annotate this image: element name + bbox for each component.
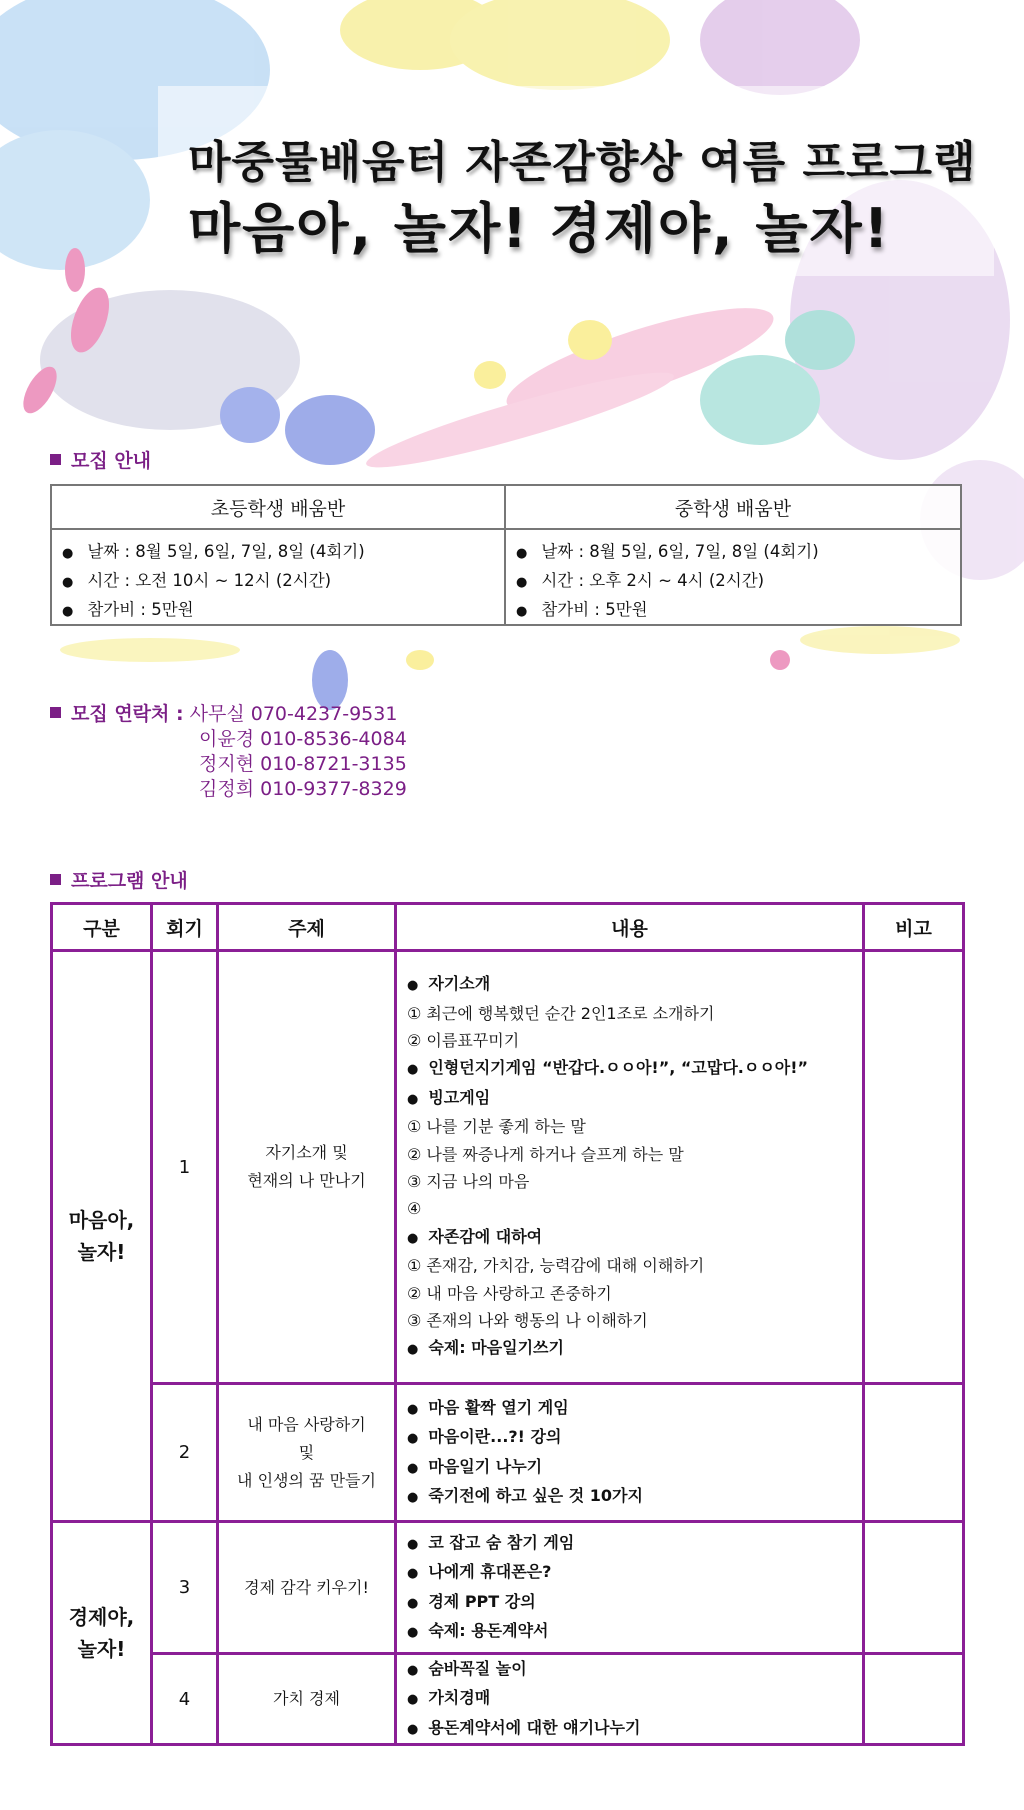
bullet-icon: ● [407, 1536, 419, 1552]
topic-line: 및 [298, 1442, 315, 1462]
session-content [396, 951, 864, 1384]
content-line [407, 1453, 852, 1482]
bullet-icon: ● [516, 546, 528, 561]
content-text: ② 내 마음 사랑하고 존중하기 [407, 1283, 612, 1303]
content-line [407, 1714, 852, 1743]
content-text: ③ 지금 나의 마음 [407, 1172, 530, 1191]
topic-line: 자기소개 및 [265, 1143, 348, 1162]
content-line [407, 1084, 852, 1113]
content-line [407, 1054, 852, 1083]
content-line [407, 1423, 852, 1452]
session-number: 1 [152, 951, 218, 1384]
content-text: 자존감에 대하여 [428, 1226, 543, 1246]
remarks-cell [864, 1384, 964, 1522]
recruit-header-middle: 중학생 배움반 [506, 486, 960, 530]
content-text: 숨바꼭질 놀이 [428, 1659, 527, 1678]
content-line [407, 1000, 852, 1027]
content-text: 자기소개 [428, 974, 491, 994]
table-row [52, 1654, 964, 1745]
session-number: 3 [152, 1522, 218, 1654]
recruit-line: ● 날짜 : 8월 5일, 6일, 7일, 8일 (4회기) [516, 542, 819, 561]
topic-line: 현재의 나 만나기 [247, 1171, 366, 1190]
title-banner [158, 86, 994, 276]
bullet-icon: ● [407, 1342, 419, 1358]
header-category: 구분 [52, 904, 152, 951]
recruit-body-elementary [52, 530, 506, 625]
remarks-cell [864, 1654, 964, 1745]
content-text: 마음 활짝 열기 게임 [428, 1397, 569, 1417]
table-row [52, 1384, 964, 1522]
category-label: 마음아, [68, 1208, 135, 1232]
content-text: ② 이름표꾸미기 [407, 1030, 520, 1050]
session-topic [218, 1522, 396, 1654]
bullet-icon: ● [407, 1663, 419, 1678]
bullet-icon: ● [62, 604, 74, 619]
bullet-icon: ● [407, 978, 419, 994]
session-number: 4 [152, 1654, 218, 1745]
bullet-icon: ● [516, 575, 528, 590]
content-line [407, 1482, 852, 1511]
topic-line: 가치 경제 [273, 1689, 340, 1709]
table-row [52, 1522, 964, 1654]
square-bullet-icon [50, 874, 61, 885]
content-text: ① 최근에 행복했던 순간 2인1조로 소개하기 [407, 1003, 715, 1023]
topic-line: 내 인생의 꿈 만들기 [237, 1470, 376, 1490]
content-text: ③ 존재의 나와 행동의 나 이해하기 [407, 1311, 648, 1331]
session-content [396, 1654, 864, 1745]
session-content [396, 1522, 864, 1654]
category-cell-mind [52, 951, 152, 1522]
content-line [407, 1113, 852, 1140]
contact-row [50, 702, 407, 727]
square-bullet-icon [50, 707, 61, 718]
session-number: 2 [152, 1384, 218, 1522]
recruit-heading [50, 446, 151, 473]
content-text: ② 나를 짜증나게 하거나 슬프게 하는 말 [407, 1144, 684, 1164]
content-text: 나에게 휴대폰은? [428, 1562, 552, 1582]
contact-entry: 사무실 070-4237-9531 [189, 703, 398, 725]
recruit-heading-text: 모집 안내 [71, 450, 152, 472]
content-line [407, 1684, 852, 1713]
recruit-line: ● 시간 : 오전 10시 ~ 12시 (2시간) [62, 571, 332, 590]
bullet-icon: ● [407, 1401, 419, 1417]
content-line [407, 1280, 852, 1307]
bullet-icon: ● [407, 1460, 419, 1476]
contact-entry: 김정희 010-9377-8329 [199, 778, 407, 800]
content-text: 마음이란...?! 강의 [428, 1427, 562, 1447]
session-topic [218, 951, 396, 1384]
recruit-line: ● 참가비 : 5만원 [62, 600, 194, 619]
remarks-cell [864, 951, 964, 1384]
content-text: 죽기전에 하고 싶은 것 10가지 [428, 1485, 643, 1505]
content-line [407, 1027, 852, 1054]
recruit-line: ● 참가비 : 5만원 [516, 600, 648, 619]
recruit-table [50, 484, 962, 626]
bullet-icon: ● [407, 1721, 419, 1737]
bullet-icon: ● [407, 1230, 419, 1246]
bullet-icon: ● [407, 1062, 419, 1078]
content-text: 숙제: 용돈계약서 [428, 1620, 549, 1640]
bullet-icon: ● [407, 1624, 419, 1640]
session-topic [218, 1384, 396, 1522]
program-heading-text: 프로그램 안내 [71, 870, 188, 892]
content-text: 숙제: 마음일기쓰기 [428, 1338, 564, 1358]
content-line [407, 1168, 852, 1195]
program-subtitle: 마중물배움터 자존감향상 여름 프로그램 [188, 137, 977, 188]
bullet-icon: ● [407, 1566, 419, 1582]
contact-entry: 정지현 010-8721-3135 [199, 753, 407, 775]
header-session: 회기 [152, 904, 218, 951]
content-line [407, 1307, 852, 1334]
content-line [407, 1334, 852, 1363]
bullet-icon: ● [407, 1692, 419, 1708]
program-heading [50, 866, 188, 893]
recruit-line: ● 날짜 : 8월 5일, 6일, 7일, 8일 (4회기) [62, 542, 365, 561]
content-text: ① 존재감, 가치감, 능력감에 대해 이해하기 [407, 1256, 705, 1276]
bullet-icon: ● [407, 1489, 419, 1505]
content-text: ④ [407, 1199, 422, 1219]
content-line [407, 1529, 852, 1558]
bullet-icon: ● [407, 1431, 419, 1447]
topic-line: 경제 감각 키우기! [244, 1577, 369, 1597]
content-line [407, 1558, 852, 1587]
category-cell-economy [52, 1522, 152, 1745]
contact-label: 모집 연락처 : [71, 703, 184, 725]
contact-entry: 이윤경 010-8536-4084 [199, 728, 407, 750]
content-line [407, 1141, 852, 1168]
content-line [407, 1588, 852, 1617]
content-text: 인형던지기게임 “반갑다.ㅇㅇ아!”, “고맙다.ㅇㅇ아!” [428, 1058, 809, 1078]
session-topic [218, 1654, 396, 1745]
program-title: 마음아, 놀자! 경제야, 놀자! [188, 197, 891, 260]
bullet-icon: ● [62, 546, 74, 561]
recruit-header-elementary: 초등학생 배움반 [52, 486, 506, 530]
header-remarks: 비고 [864, 904, 964, 951]
remarks-cell [864, 1522, 964, 1654]
category-label: 경제야, [68, 1605, 135, 1630]
bullet-icon: ● [407, 1091, 419, 1107]
content-line [407, 1252, 852, 1279]
contact-block [50, 702, 407, 802]
content-line [407, 1195, 852, 1222]
header-content: 내용 [396, 904, 864, 951]
table-row [52, 951, 964, 1384]
content-text: 코 잡고 숨 참기 게임 [428, 1532, 575, 1552]
content-line [407, 1655, 852, 1684]
content-text: 용돈계약서에 대한 얘기나누기 [428, 1717, 641, 1737]
recruit-line: ● 시간 : 오후 2시 ~ 4시 (2시간) [516, 571, 765, 590]
recruit-body-middle [506, 530, 960, 625]
header-topic: 주제 [218, 904, 396, 951]
content-line [407, 1394, 852, 1423]
category-label: 놀자! [77, 1240, 126, 1264]
session-content [396, 1384, 864, 1522]
bullet-icon: ● [62, 575, 74, 590]
square-bullet-icon [50, 454, 61, 465]
program-table [50, 902, 965, 1746]
content-text: 경제 PPT 강의 [428, 1591, 536, 1611]
content-text: 마음일기 나누기 [428, 1456, 543, 1476]
content-text: 빙고게임 [428, 1087, 491, 1107]
content-line [407, 1223, 852, 1252]
content-line [407, 1617, 852, 1646]
bullet-icon: ● [407, 1595, 419, 1611]
content-text: ① 나를 기분 좋게 하는 말 [407, 1117, 586, 1137]
content-line [407, 970, 852, 999]
content-text: 가치경매 [428, 1688, 491, 1708]
category-label: 놀자! [77, 1637, 126, 1662]
topic-line: 내 마음 사랑하기 [247, 1414, 366, 1434]
bullet-icon: ● [516, 604, 528, 619]
